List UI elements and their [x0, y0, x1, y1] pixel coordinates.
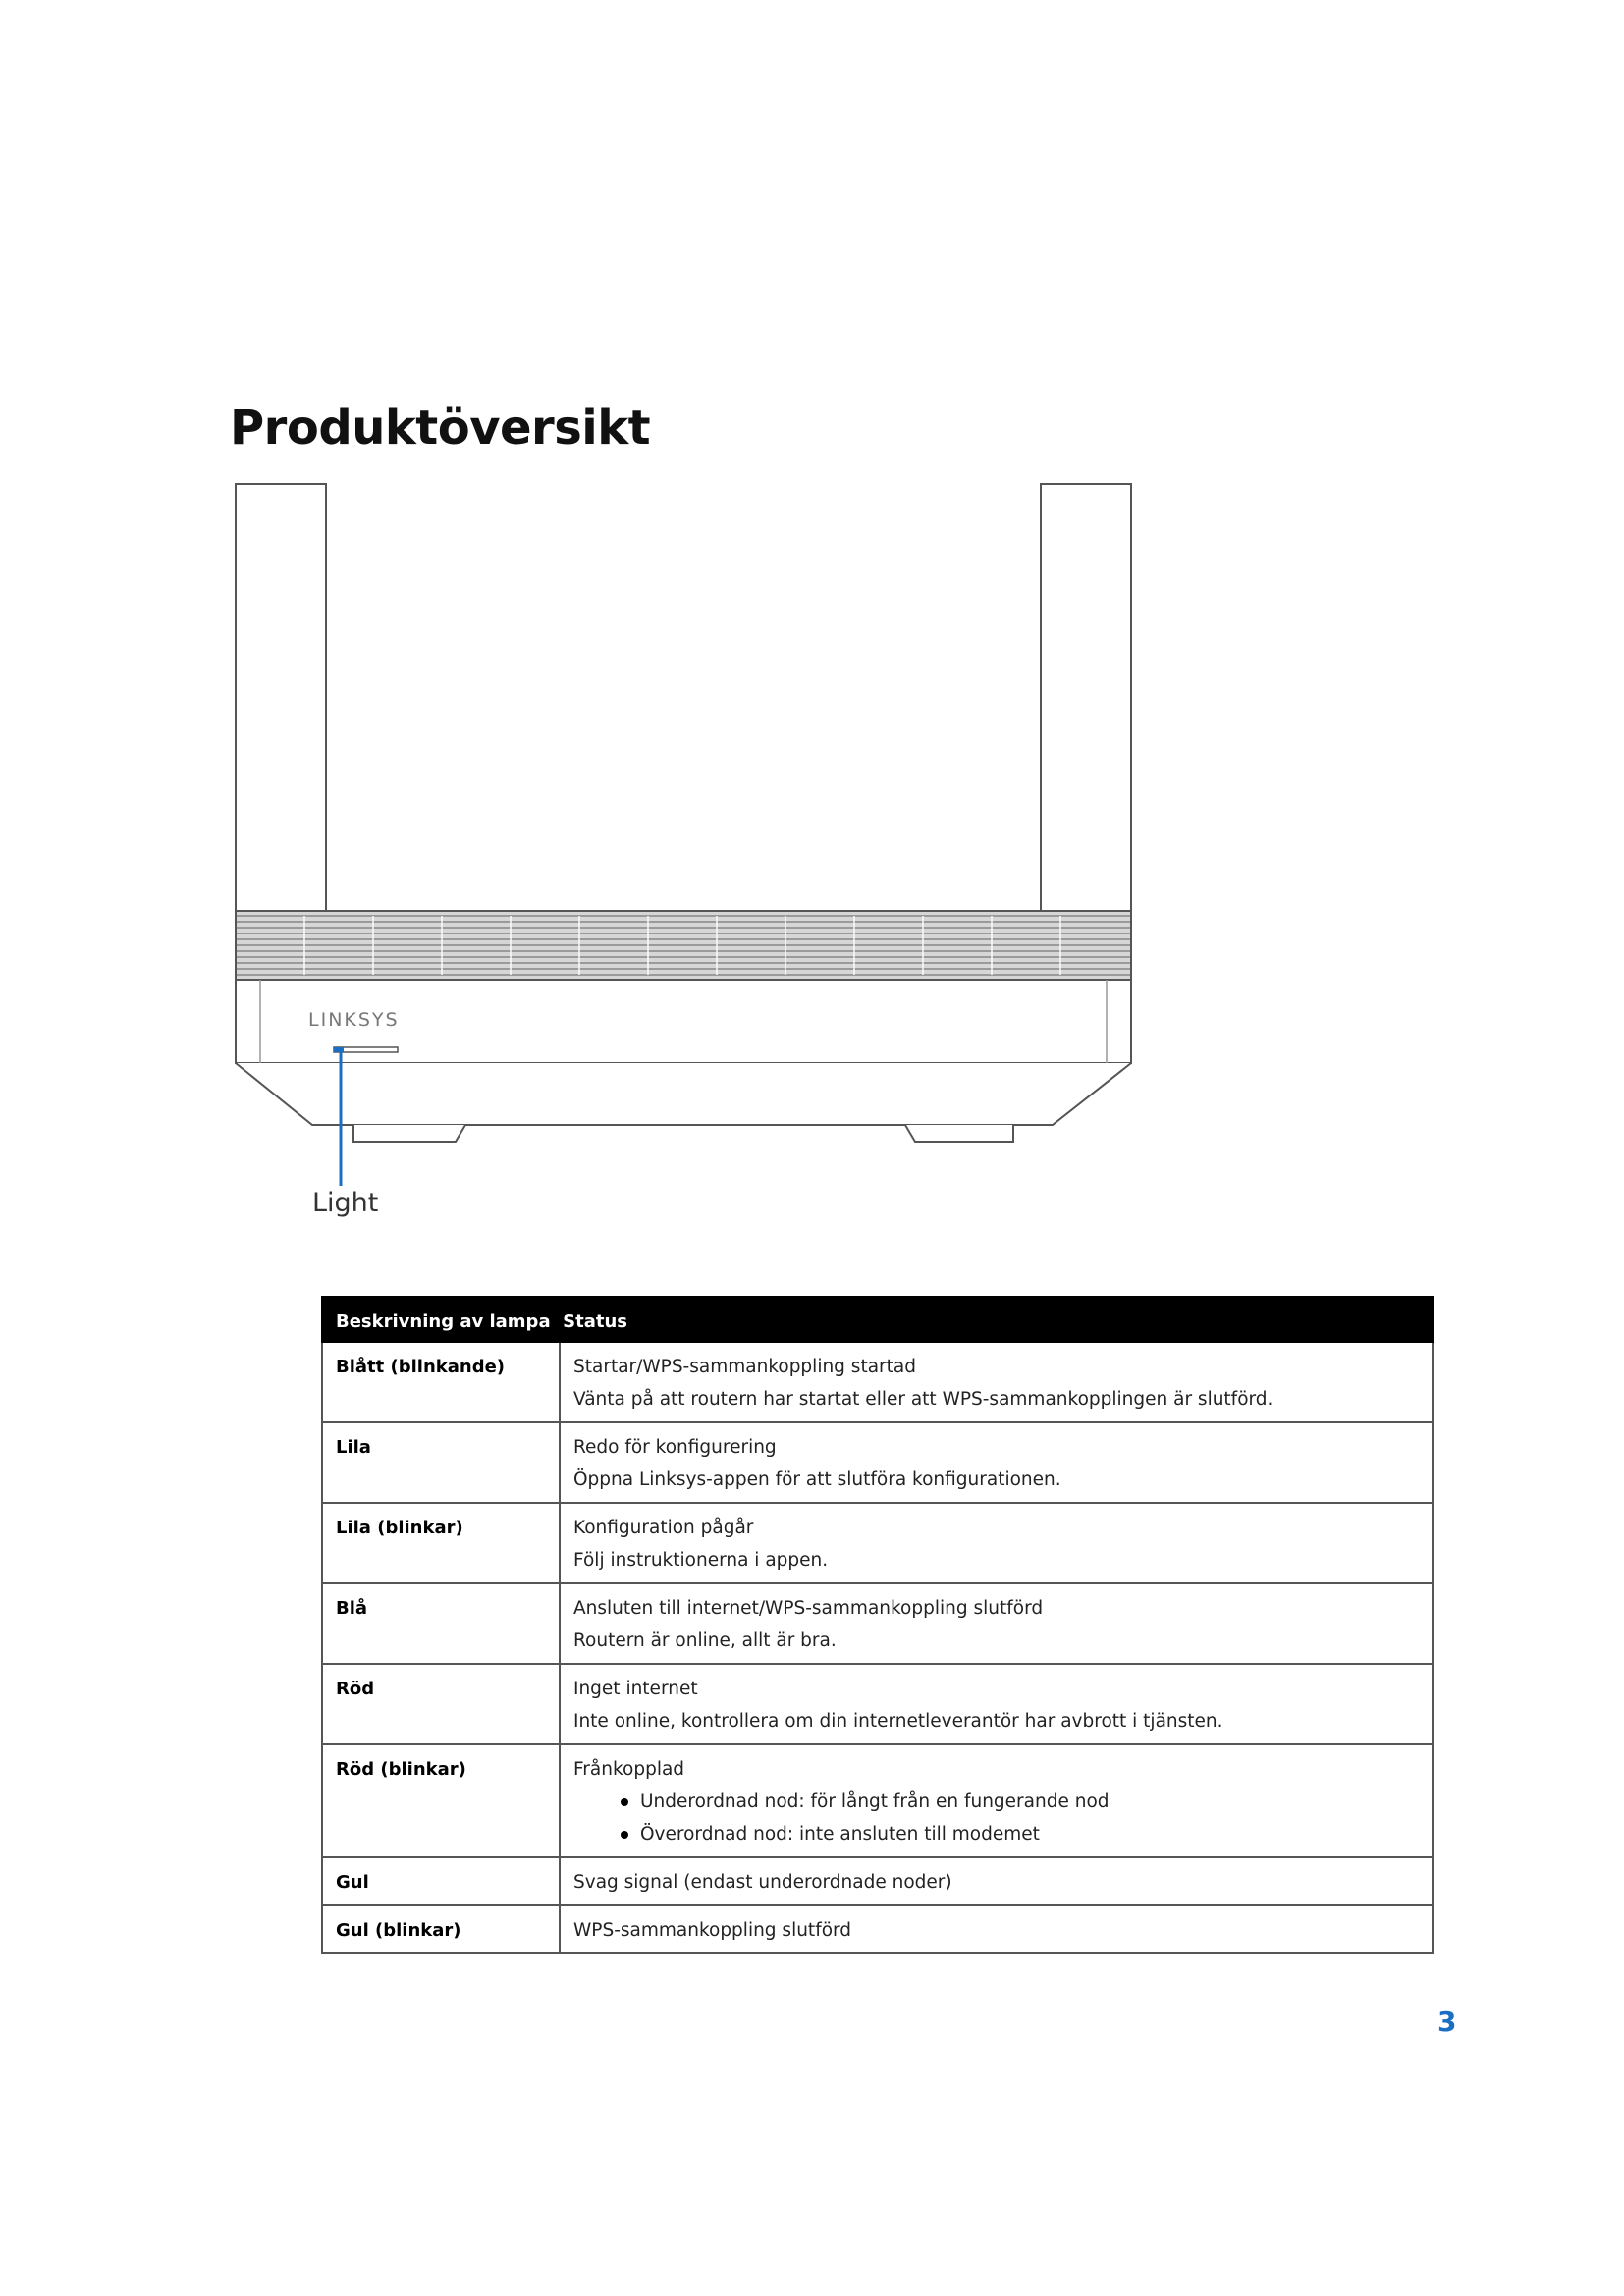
status-cell	[560, 1857, 1433, 1905]
light-cell: Blått (blinkande)	[322, 1342, 560, 1422]
status-cell	[560, 1342, 1433, 1422]
light-callout-label: Light	[312, 1188, 379, 1218]
status-detail: Öppna Linksys-appen för att slutföra konfigurationen.	[573, 1469, 1061, 1490]
status-detail: Vänta på att routern har startat eller att WPS-sammankopplingen är slutförd.	[573, 1389, 1273, 1410]
status-cell	[560, 1503, 1433, 1583]
light-cell: Blå	[322, 1583, 560, 1664]
status-title: Inget internet	[573, 1679, 698, 1699]
status-title: Redo för konfigurering	[573, 1437, 777, 1458]
router-base	[236, 1063, 1131, 1125]
status-title: Frånkopplad	[573, 1759, 685, 1780]
status-title: Startar/WPS-sammankoppling startad	[573, 1357, 916, 1377]
light-cell: Lila	[322, 1422, 560, 1503]
table-row	[322, 1503, 1433, 1583]
table-row	[322, 1857, 1433, 1905]
right-antenna	[1041, 484, 1131, 916]
status-bullet: Underordnad nod: för långt från en fungerande nod	[640, 1786, 1432, 1818]
table-row	[322, 1905, 1433, 1953]
status-title: Ansluten till internet/WPS-sammankoppling slutförd	[573, 1598, 1044, 1619]
status-detail: Följ instruktionerna i appen.	[573, 1550, 829, 1571]
router-vent	[236, 911, 1131, 980]
table-row	[322, 1342, 1433, 1422]
status-detail: Routern är online, allt är bra.	[573, 1630, 837, 1651]
status-cell	[560, 1905, 1433, 1953]
status-title: Konfiguration pågår	[573, 1518, 754, 1538]
light-cell: Röd (blinkar)	[322, 1744, 560, 1857]
status-cell	[560, 1422, 1433, 1503]
light-cell: Gul (blinkar)	[322, 1905, 560, 1953]
light-cell: Lila (blinkar)	[322, 1503, 560, 1583]
page-number: 3	[1437, 2005, 1457, 2038]
header-status: Status	[563, 1311, 627, 1332]
right-foot	[905, 1125, 1013, 1142]
left-antenna	[236, 484, 326, 916]
table-row	[322, 1744, 1433, 1857]
table-row	[322, 1583, 1433, 1664]
light-cell: Röd	[322, 1664, 560, 1744]
status-title: WPS-sammankoppling slutförd	[573, 1920, 852, 1941]
light-cell: Gul	[322, 1857, 560, 1905]
status-bullet-list	[573, 1786, 1432, 1850]
status-bullet: Överordnad nod: inte ansluten till modemet	[640, 1818, 1432, 1850]
light-status-table	[321, 1296, 1434, 1954]
header-light-description: Beskrivning av lampa	[336, 1311, 551, 1332]
status-title: Svag signal (endast underordnade noder)	[573, 1872, 952, 1893]
linksys-logo: LINKSYS	[308, 1009, 400, 1031]
table-header-row	[322, 1297, 1433, 1342]
left-foot	[353, 1125, 465, 1142]
table-row	[322, 1664, 1433, 1744]
table-header	[322, 1297, 1433, 1342]
status-cell	[560, 1664, 1433, 1744]
status-detail: Inte online, kontrollera om din internetleverantör har avbrott i tjänsten.	[573, 1711, 1223, 1732]
table-row	[322, 1422, 1433, 1503]
router-illustration	[226, 479, 1139, 1235]
page-title: Produktöversikt	[230, 400, 651, 455]
status-cell	[560, 1583, 1433, 1664]
status-cell	[560, 1744, 1433, 1857]
